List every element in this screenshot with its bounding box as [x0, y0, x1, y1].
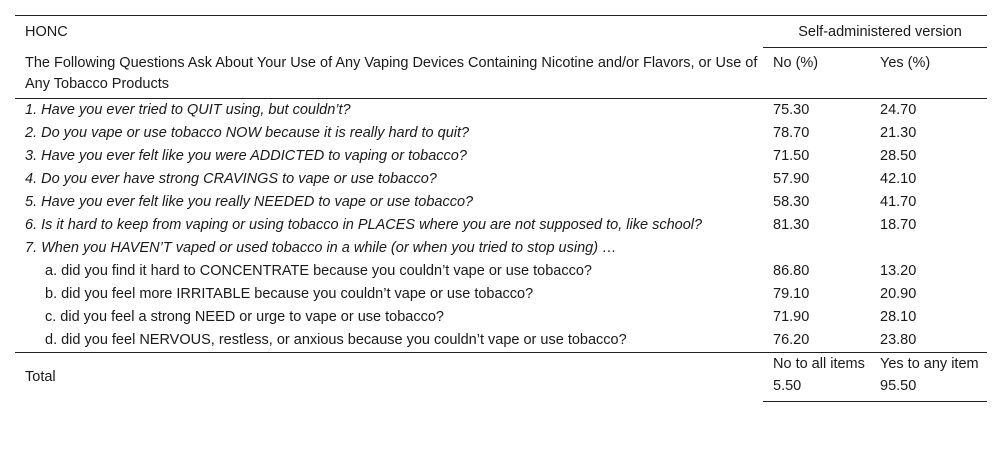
- header-row-2: [15, 48, 987, 99]
- yes-value: 20.90: [880, 285, 917, 302]
- yes-value: 41.70: [880, 193, 917, 210]
- table-row: [15, 283, 987, 306]
- yes-value: 24.70: [880, 101, 917, 118]
- table-row: [15, 237, 987, 260]
- yes-column-header: Yes (%): [870, 48, 987, 99]
- yes-value: [870, 237, 987, 260]
- table-row: [15, 214, 987, 237]
- no-column-header: No (%): [763, 48, 870, 99]
- no-value: 81.30: [773, 216, 810, 233]
- subquestion-text: c. did you feel a strong NEED or urge to vape or use tobacco?: [45, 308, 444, 325]
- question-text: 5. Have you ever felt like you really NEEDED to vape or use tobacco?: [25, 193, 474, 210]
- table-row: [15, 329, 987, 353]
- no-to-all-header: No to all items: [763, 352, 870, 375]
- yes-value: 28.10: [880, 308, 917, 325]
- no-value: 78.70: [773, 124, 810, 141]
- no-value: 71.50: [773, 147, 810, 164]
- no-value: 58.30: [773, 193, 810, 210]
- question-text: 4. Do you ever have strong CRAVINGS to vape or use tobacco?: [25, 170, 437, 187]
- no-value: [763, 237, 870, 260]
- table-row: [15, 306, 987, 329]
- header-row-1: [15, 16, 987, 48]
- honc-table: [15, 15, 987, 402]
- table-row: [15, 98, 987, 122]
- total-no-value: 5.50: [763, 375, 870, 402]
- no-value: 76.20: [773, 331, 810, 348]
- yes-value: 13.20: [880, 262, 917, 279]
- yes-to-any-header: Yes to any item: [870, 352, 987, 375]
- yes-value: 21.30: [880, 124, 917, 141]
- subquestion-text: b. did you feel more IRRITABLE because you couldn’t vape or use tobacco?: [45, 285, 534, 302]
- version-header: Self-administered version: [763, 16, 987, 48]
- no-value: 86.80: [773, 262, 810, 279]
- table-row: [15, 122, 987, 145]
- honc-label: HONC: [15, 16, 763, 48]
- no-value: 79.10: [773, 285, 810, 302]
- question-text: 7. When you HAVEN’T vaped or used tobacco in a while (or when you tried to stop using) …: [25, 239, 617, 256]
- no-value: 71.90: [773, 308, 810, 325]
- no-value: 57.90: [773, 170, 810, 187]
- total-yes-value: 95.50: [870, 375, 987, 402]
- no-value: 75.30: [773, 101, 810, 118]
- total-label: Total: [15, 352, 763, 401]
- yes-value: 18.70: [880, 216, 917, 233]
- table-row: [15, 260, 987, 283]
- table-row: [15, 191, 987, 214]
- intro-text: The Following Questions Ask About Your Use of Any Vaping Devices Containing Nicotine and/or Flavors, or Use of Any Tobacco Products: [15, 48, 763, 99]
- yes-value: 28.50: [880, 147, 917, 164]
- yes-value: 42.10: [880, 170, 917, 187]
- yes-value: 23.80: [880, 331, 917, 348]
- subquestion-text: d. did you feel NERVOUS, restless, or anxious because you couldn’t vape or use tobacco?: [45, 331, 627, 348]
- total-header-row: [15, 352, 987, 375]
- table-row: [15, 145, 987, 168]
- question-text: 6. Is it hard to keep from vaping or using tobacco in PLACES where you are not supposed to, like school?: [25, 216, 703, 233]
- subquestion-text: a. did you find it hard to CONCENTRATE because you couldn’t vape or use tobacco?: [45, 262, 592, 279]
- table-row: [15, 168, 987, 191]
- question-text: 3. Have you ever felt like you were ADDICTED to vaping or tobacco?: [25, 147, 467, 164]
- question-text: 1. Have you ever tried to QUIT using, but couldn’t?: [25, 101, 351, 118]
- question-text: 2. Do you vape or use tobacco NOW because it is really hard to quit?: [25, 124, 470, 141]
